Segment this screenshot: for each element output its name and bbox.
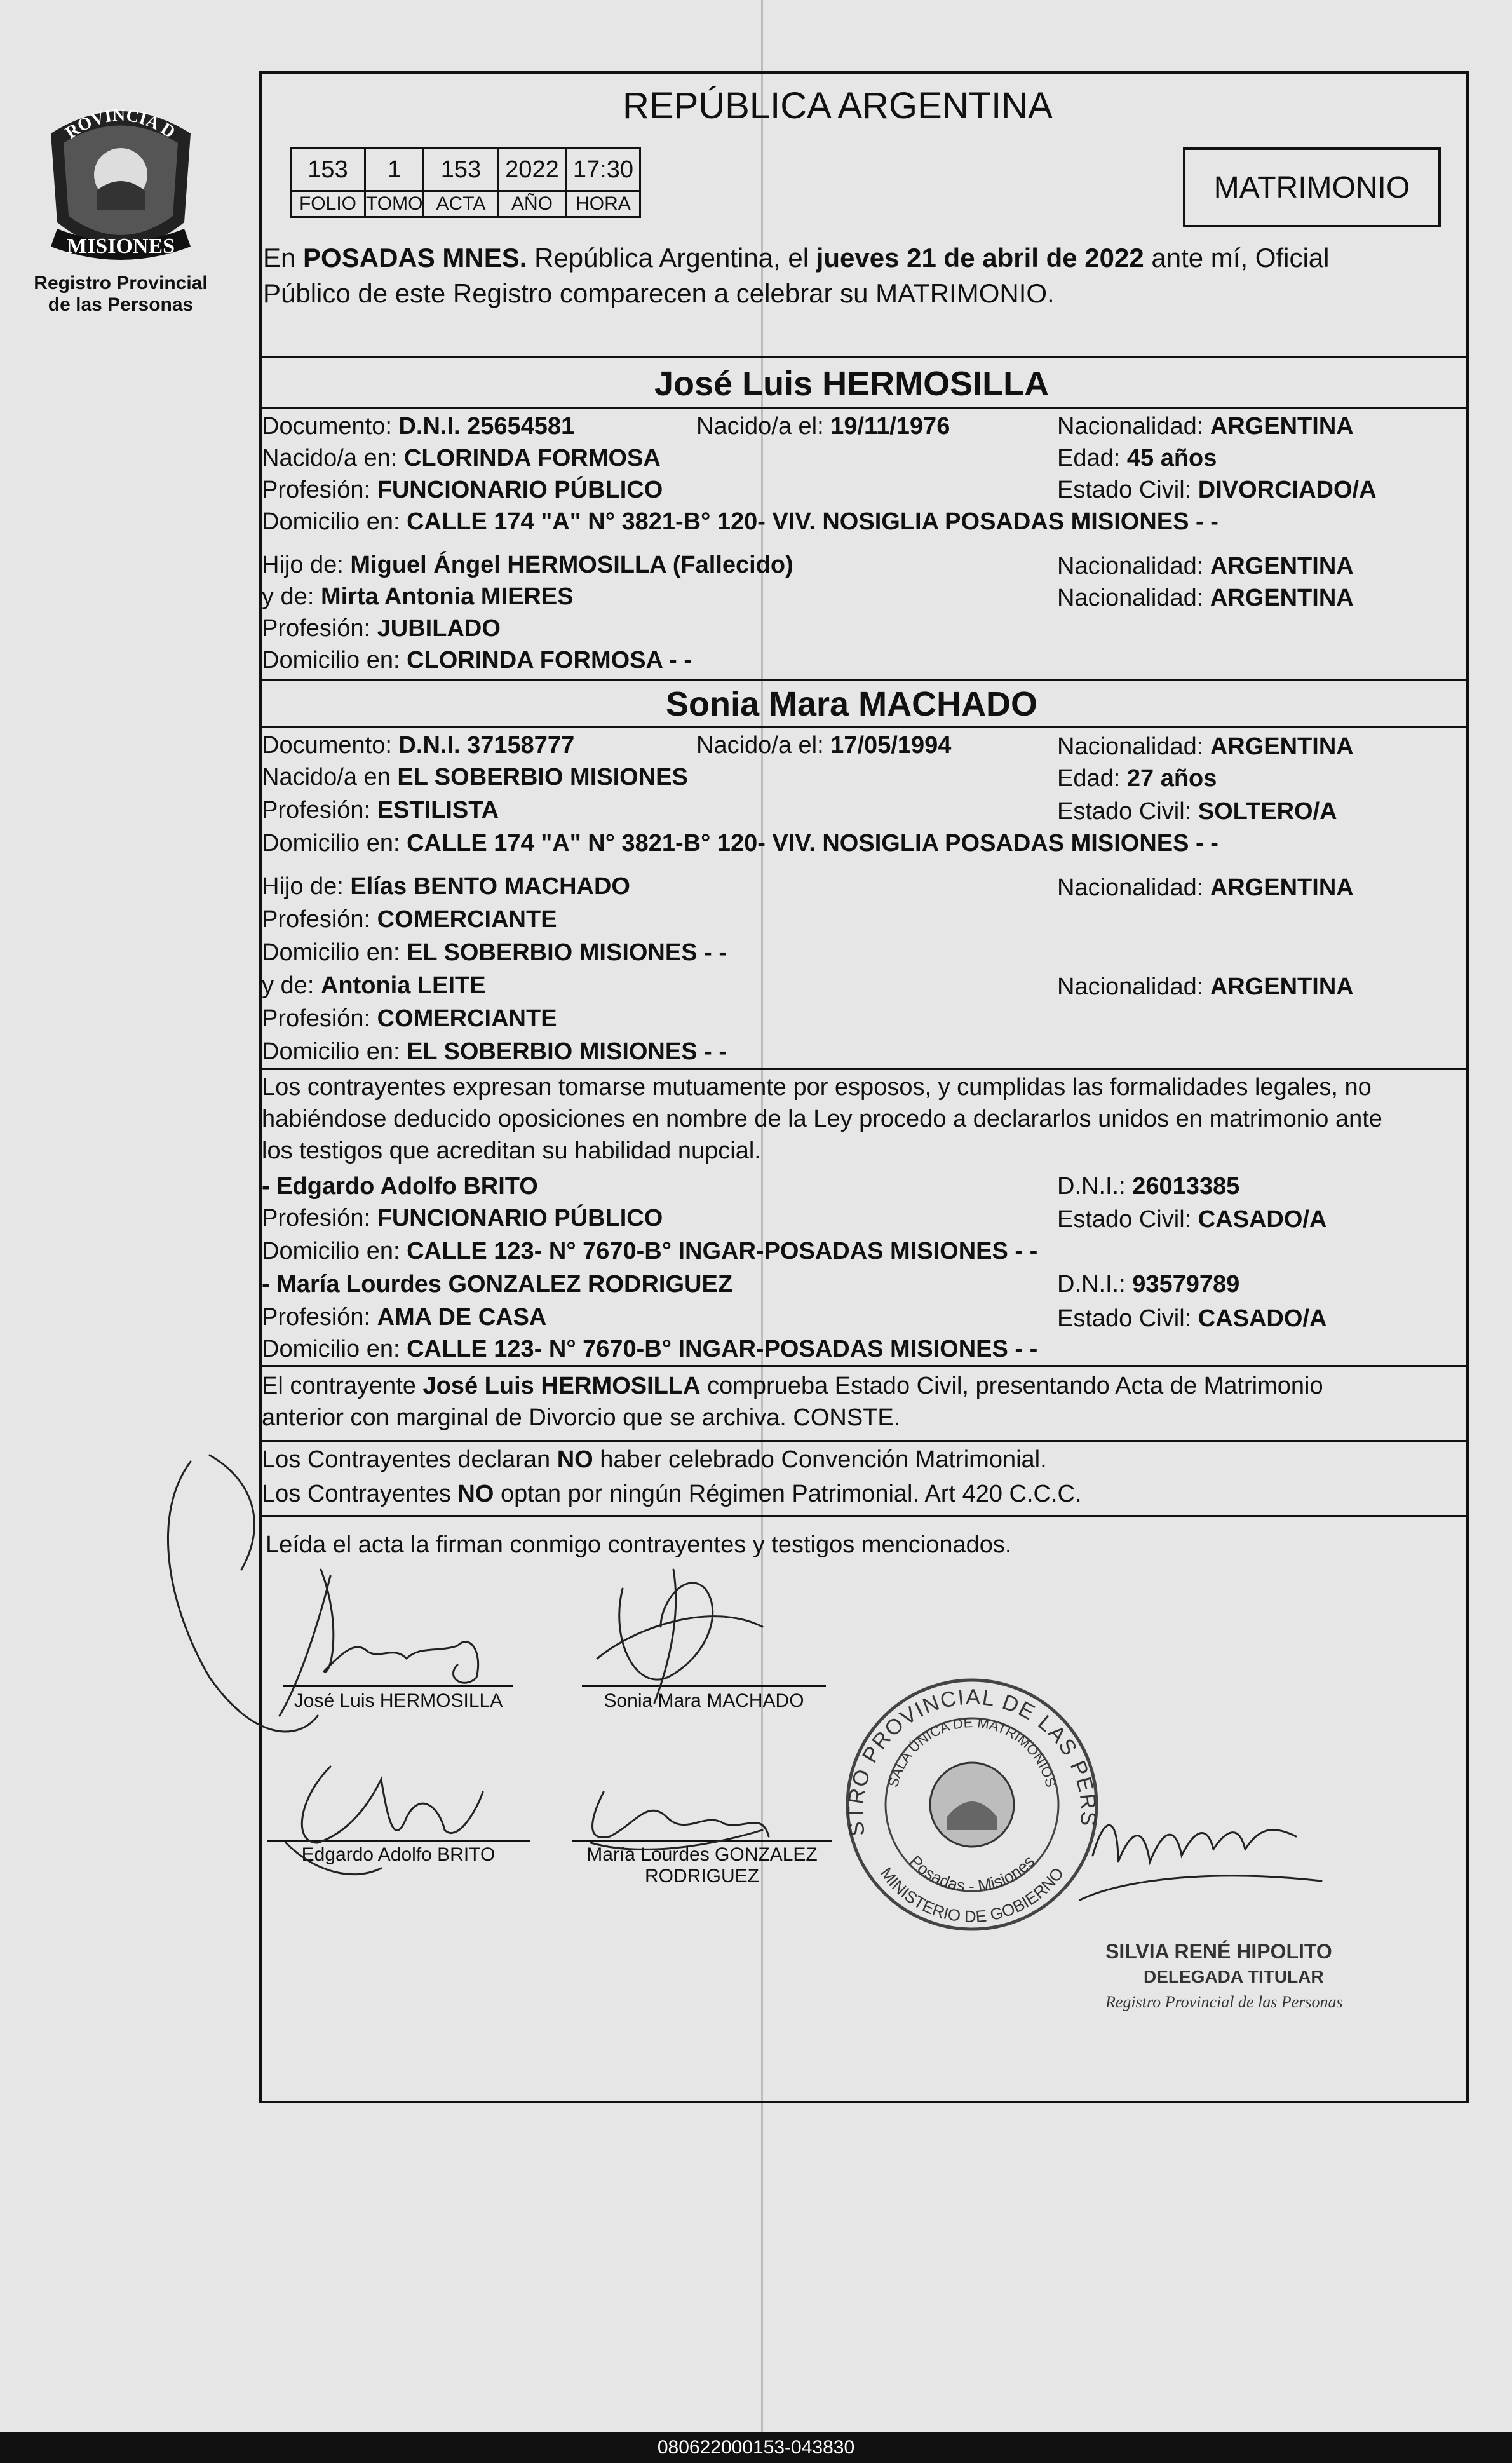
logo-label-line2: de las Personas xyxy=(48,294,194,315)
bride-mother-profession: Profesión: COMERCIANTE xyxy=(262,1005,557,1032)
hora-value: 17:30 xyxy=(566,149,640,191)
official-title: DELEGADA TITULAR xyxy=(1144,1967,1324,1986)
ano-value: 2022 xyxy=(498,149,566,191)
bride-document: Documento: D.N.I. 37158777 xyxy=(262,732,575,759)
groom-document: Documento: D.N.I. 25654581 xyxy=(262,413,575,440)
document-code: 080622000153-043830 xyxy=(0,2432,1512,2463)
official-name: SILVIA RENÉ HIPOLITO xyxy=(1105,1940,1332,1963)
stamp-bottom-text: Posadas - Misiones xyxy=(905,1851,1039,1896)
groom-birthdate: Nacido/a el: 19/11/1976 xyxy=(696,413,950,440)
witness1-dni: D.N.I.: 26013385 xyxy=(1057,1173,1240,1200)
official-stamp xyxy=(829,1652,1105,1938)
intro-line1: En POSADAS MNES. República Argentina, el jueves 21 de abril de 2022 ante mí, Oficial xyxy=(263,243,1330,273)
stamp-ministry-text: MINISTERIO DE GOBIERNO xyxy=(876,1864,1068,1926)
groom-parent-address: Domicilio en: CLORINDA FORMOSA - - xyxy=(262,647,692,674)
witness2-signature-name-line1: María Lourdes GONZALEZ xyxy=(586,1844,818,1865)
ano-label: AÑO xyxy=(498,191,566,217)
civil-status-note-line2: anterior con marginal de Divorcio que se archiva. CONSTE. xyxy=(262,1404,901,1431)
intro-date: jueves 21 de abril de 2022 xyxy=(816,243,1144,273)
bride-father-profession: Profesión: COMERCIANTE xyxy=(262,906,557,933)
witness2-dni: D.N.I.: 93579789 xyxy=(1057,1271,1240,1298)
bride-father: Hijo de: Elías BENTO MACHADO xyxy=(262,873,630,900)
acta-value: 153 xyxy=(424,149,498,191)
folio-value: 153 xyxy=(291,149,365,191)
bride-profession: Profesión: ESTILISTA xyxy=(262,797,499,824)
intro-line2: Público de este Registro comparecen a celebrar su MATRIMONIO. xyxy=(263,278,1055,308)
groom-father-nationality: Nacionalidad: ARGENTINA xyxy=(1057,553,1354,580)
witness2-name: - María Lourdes GONZALEZ RODRIGUEZ xyxy=(262,1271,733,1298)
stamp-inner-text: SALA ÚNICA DE MATRIMONIOS xyxy=(885,1714,1059,1789)
bride-nationality: Nacionalidad: ARGENTINA xyxy=(1057,733,1354,760)
groom-parent-profession: Profesión: JUBILADO xyxy=(262,615,501,642)
intro-place: POSADAS MNES. xyxy=(303,243,527,273)
patrimonial-regime-line: Los Contrayentes NO optan por ningún Régimen Patrimonial. Art 420 C.C.C. xyxy=(262,1481,1082,1507)
bride-signature-name: Sonia Mara MACHADO xyxy=(604,1690,804,1711)
groom-civil-status: Estado Civil: DIVORCIADO/A xyxy=(1057,477,1377,503)
convention-line: Los Contrayentes declaran NO haber celebrado Convención Matrimonial. xyxy=(262,1446,1047,1473)
folio-label: FOLIO xyxy=(291,191,365,217)
groom-birthplace: Nacido/a en: CLORINDA FORMOSA xyxy=(262,445,661,472)
witness2-signature-name-line2: RODRIGUEZ xyxy=(645,1866,759,1887)
declaration-line3: los testigos que acreditan su habilidad nupcial. xyxy=(262,1137,761,1164)
bride-father-address: Domicilio en: EL SOBERBIO MISIONES - - xyxy=(262,939,727,966)
groom-age: Edad: 45 años xyxy=(1057,445,1217,472)
page-title: REPÚBLICA ARGENTINA xyxy=(623,85,1053,126)
bride-birthplace: Nacido/a en EL SOBERBIO MISIONES xyxy=(262,764,688,790)
acta-label: ACTA xyxy=(424,191,498,217)
logo-label-line1: Registro Provincial xyxy=(34,273,208,294)
logo-arc-text: PROVINCIA DE xyxy=(32,80,179,143)
groom-father: Hijo de: Miguel Ángel HERMOSILLA (Fallecido) xyxy=(262,552,793,578)
bride-birthdate: Nacido/a el: 17/05/1994 xyxy=(696,732,952,759)
witness1-name: - Edgardo Adolfo BRITO xyxy=(262,1173,538,1200)
groom-address: Domicilio en: CALLE 174 "A" N° 3821-B° 120- VIV. NOSIGLIA POSADAS MISIONES - - xyxy=(262,508,1218,535)
closing-statement: Leída el acta la firman conmigo contrayentes y testigos mencionados. xyxy=(266,1531,1012,1558)
witness1-address: Domicilio en: CALLE 123- N° 7670-B° INGAR-POSADAS MISIONES - - xyxy=(262,1238,1038,1265)
bride-mother-address: Domicilio en: EL SOBERBIO MISIONES - - xyxy=(262,1038,727,1065)
bride-civil-status: Estado Civil: SOLTERO/A xyxy=(1057,798,1337,825)
tomo-value: 1 xyxy=(365,149,424,191)
witness2-profession: Profesión: AMA DE CASA xyxy=(262,1304,547,1331)
civil-status-note-line1: El contrayente José Luis HERMOSILLA comprueba Estado Civil, presentando Acta de Matrimonio xyxy=(262,1373,1323,1399)
declaration-line1: Los contrayentes expresan tomarse mutuamente por esposos, y cumplidas las formalidades legales, no xyxy=(262,1074,1372,1101)
witness2-address: Domicilio en: CALLE 123- N° 7670-B° INGAR-POSADAS MISIONES - - xyxy=(262,1336,1038,1362)
bride-mother: y de: Antonia LEITE xyxy=(262,972,486,999)
act-type: MATRIMONIO xyxy=(1213,170,1410,205)
witness1-civil-status: Estado Civil: CASADO/A xyxy=(1057,1206,1327,1233)
witness1-signature-name: Edgardo Adolfo BRITO xyxy=(301,1844,496,1865)
declaration-line2: habiéndose deducido oposiciones en nombre de la Ley procedo a declararlos unidos en matrimonio ante xyxy=(262,1106,1382,1132)
witness2-civil-status: Estado Civil: CASADO/A xyxy=(1057,1305,1327,1332)
bride-father-nationality: Nacionalidad: ARGENTINA xyxy=(1057,874,1354,901)
stamp-outer-text: REGISTRO PROVINCIAL DE LAS PERSONAS xyxy=(829,1652,1101,1838)
groom-nationality: Nacionalidad: ARGENTINA xyxy=(1057,413,1354,440)
bride-name: Sonia Mara MACHADO xyxy=(666,685,1038,723)
bride-mother-nationality: Nacionalidad: ARGENTINA xyxy=(1057,974,1354,1000)
witness1-profession: Profesión: FUNCIONARIO PÚBLICO xyxy=(262,1205,663,1232)
tomo-label: TOMO xyxy=(365,191,424,217)
groom-name: José Luis HERMOSILLA xyxy=(654,365,1050,403)
groom-signature-name: José Luis HERMOSILLA xyxy=(294,1690,503,1711)
logo-ribbon-text: MISIONES xyxy=(66,234,175,258)
groom-mother: y de: Mirta Antonia MIERES xyxy=(262,583,574,610)
bride-age: Edad: 27 años xyxy=(1057,765,1217,792)
bride-address: Domicilio en: CALLE 174 "A" N° 3821-B° 120- VIV. NOSIGLIA POSADAS MISIONES - - xyxy=(262,830,1218,857)
hora-label: HORA xyxy=(566,191,640,217)
groom-profession: Profesión: FUNCIONARIO PÚBLICO xyxy=(262,477,663,503)
groom-mother-nationality: Nacionalidad: ARGENTINA xyxy=(1057,585,1354,611)
svg-text:Posadas - Misiones xyxy=(906,1852,1038,1896)
official-office: Registro Provincial de las Personas xyxy=(1105,1993,1343,2011)
